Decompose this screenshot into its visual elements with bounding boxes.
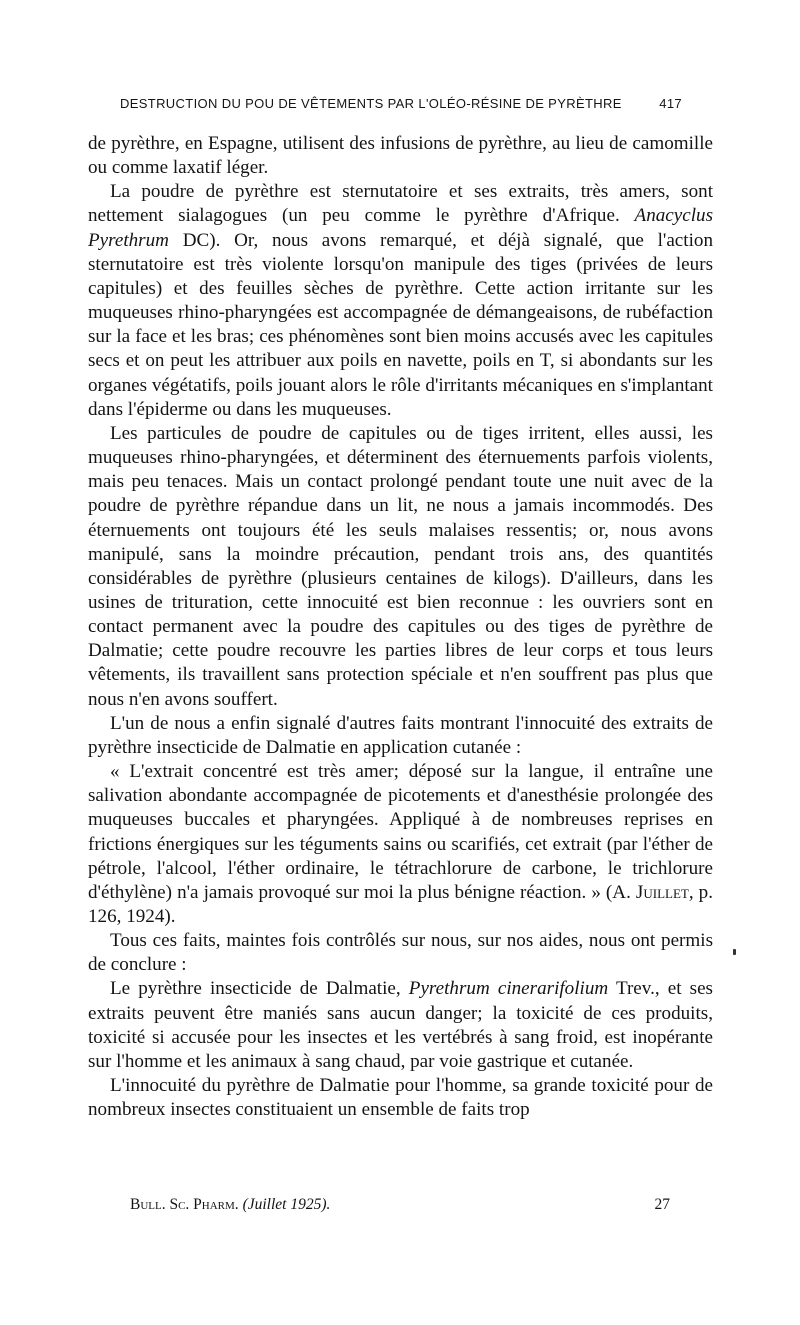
text-run: « L'extrait concentré est très amer; déposé sur la langue, il entraîne une salivation abondante accompagnée de picotements et d'anesthésie prolongée des muqueuses buccales et pharyngées. Appliqué à de nombreuses reprises en frictions énergiques sur les téguments sains ou scarifiés, cet extrait (par l'éther de pétrole, l'alcool, l'éther ordinaire, le tétrachlorure de carbone, le trichlorure d'éthylène) n'a jamais provoqué sur moi la plus bénigne réaction. » (A. — [88, 761, 713, 903]
running-header — [120, 96, 682, 116]
text-run: La poudre de pyrèthre est sternutatoire et ses extraits, très amers, sont nettement sialagogues (un peu comme le pyrèthre d'Afrique. — [88, 181, 713, 227]
italic-term: Pyrethrum cinerarifolium — [408, 978, 609, 1000]
paragraph — [88, 712, 713, 760]
text-run: Tous ces faits, maintes fois contrôlés sur nous, sur nos aides, nous ont permis de conclure : — [88, 930, 713, 976]
page-number: 417 — [659, 96, 682, 111]
paragraph — [88, 132, 713, 180]
paragraph — [88, 977, 713, 1074]
text-run: Le pyrèthre insecticide de Dalmatie, — [110, 978, 409, 1000]
text-run: L'un de nous a enfin signalé d'autres faits montrant l'innocuité des extraits de pyrèthre insecticide de Dalmatie en application cutanée : — [88, 712, 713, 758]
italic-term: Anacyclus Pyrethrum — [88, 205, 713, 251]
footer-journal-line — [130, 1196, 330, 1214]
text-run: , p. 126, 1924). — [88, 881, 713, 927]
text-run: L'innocuité du pyrèthre de Dalmatie pour l'homme, sa grande toxicité pour de nombreux insectes constituaient un ensemble de faits trop — [88, 1075, 713, 1121]
paragraph — [88, 929, 713, 977]
text-run: Trev., et ses extraits peuvent être maniés sans aucun danger; la toxicité de ces produits, toxicité si accusée pour les insectes et les vertébrés à sang froid, est inopérante sur l'homme et les animaux à sang chaud, par voie gastrique et cutanée. — [88, 978, 713, 1072]
issue-date: (Juillet 1925). — [242, 1196, 331, 1213]
body-text — [88, 132, 713, 1122]
running-title: DESTRUCTION DU POU DE VÊTEMENTS PAR L'OLÉO-RÉSINE DE PYRÈTHRE — [120, 96, 622, 111]
text-run: de pyrèthre, en Espagne, utilisent des infusions de pyrèthre, au lieu de camomille ou comme laxatif léger. — [88, 133, 713, 179]
page-footer — [130, 1196, 670, 1218]
print-speck — [733, 949, 736, 955]
signature-mark: 27 — [654, 1196, 670, 1213]
paragraph — [88, 180, 713, 422]
author-name: Juillet — [635, 881, 689, 903]
journal-name: Bull. Sc. Pharm. — [130, 1196, 239, 1213]
paragraph — [88, 760, 713, 929]
paragraph — [88, 1074, 713, 1122]
text-run: Les particules de poudre de capitules ou de tiges irritent, elles aussi, les muqueuses rhino-pharyngées, et déterminent des éternuements parfois violents, mais peu tenaces. Mais un contact prolongé pendant toute une nuit avec de la poudre de pyrèthre répandue dans un lit, ne nous a jamais incommodés. Des éternuements ont toujours été les seuls malaises ressentis; or, nous avons manipulé, sans la moindre précaution, pendant trois ans, des quantités considérables de pyrèthre (plusieurs centaines de kilogs). D'ailleurs, dans les usines de trituration, cette innocuité est bien reconnue : les ouvriers sont en contact permanent avec la poudre des capitules ou des tiges de pyrèthre de Dalmatie; cette poudre recouvre les parties libres de leur corps et tous leurs vêtements, ils travaillent sans protection spéciale et n'en souffrent pas plus que nous n'en avons souffert. — [88, 422, 713, 710]
text-run: DC). Or, nous avons remarqué, et déjà signalé, que l'action sternutatoire est très violente lorsqu'on manipule des tiges (privées de leurs capitules) et des feuilles sèches de pyrèthre. Cette action irritante sur les muqueuses rhino-pharyngées est accompagnée de démangeaisons, de rubéfaction sur la face et les bras; ces phénomènes sont bien moins accusés avec les capitules secs et on peut les attribuer aux poils en navette, poils en T, si abondants sur les organes végétatifs, poils jouant alors le rôle d'irritants mécaniques en s'implantant dans l'épiderme ou dans les muqueuses. — [88, 229, 713, 420]
paragraph — [88, 422, 713, 712]
